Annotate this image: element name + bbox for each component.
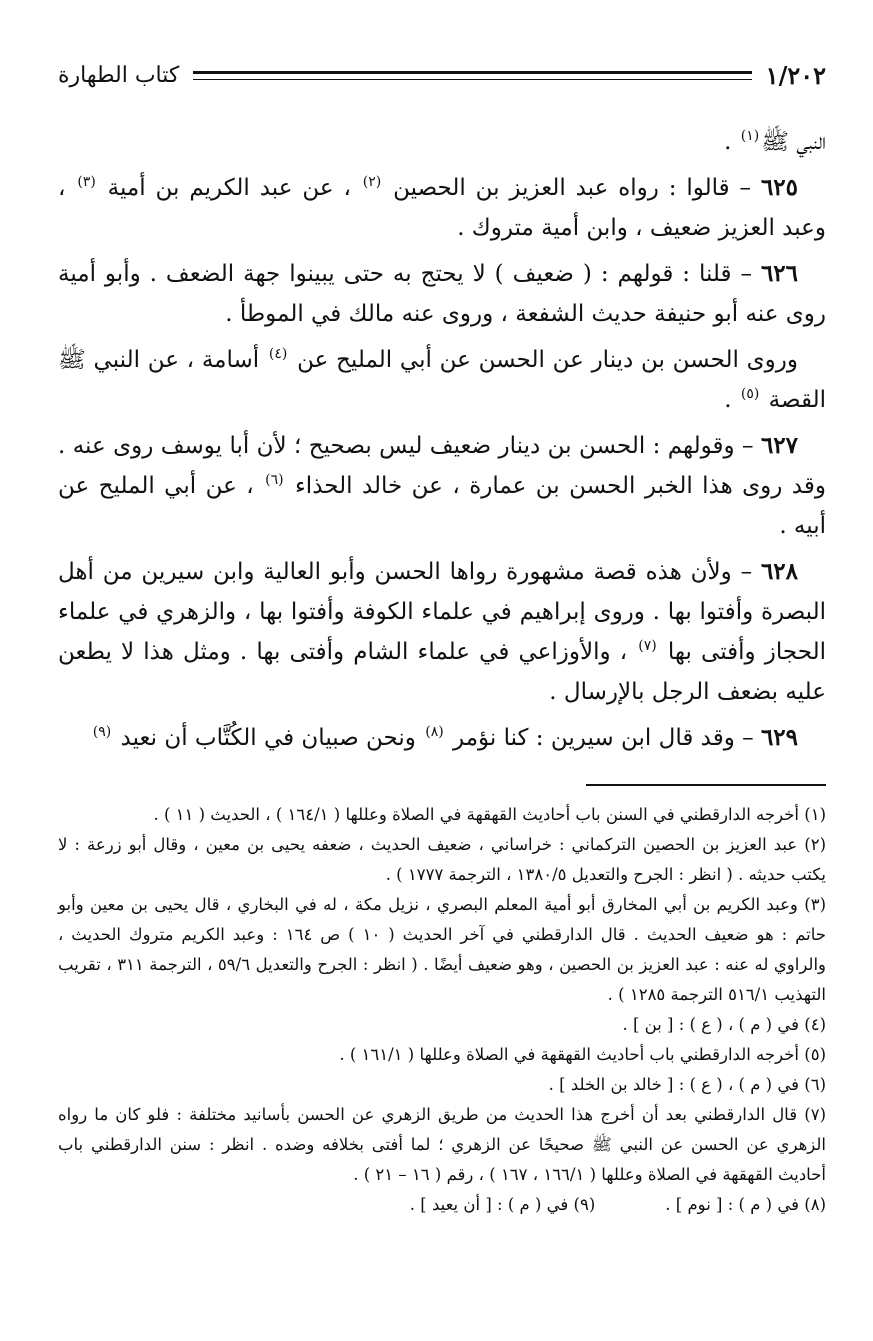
footnote-marker: (٩): [92, 724, 112, 741]
footnote-marker: (٣): [77, 174, 96, 191]
text-segment: ، عن عبد الكريم بن أمية: [97, 175, 361, 201]
footnote: (٥) أخرجه الدارقطني باب أحاديث القهقهة في الصلاة وعللها ( ١٦١/١ ) .: [339, 1045, 826, 1064]
text-segment: .: [724, 129, 739, 155]
text-segment: ، عن أبي المليح عن أبيه .: [58, 473, 826, 539]
book-title: كتاب الطهارة: [58, 62, 180, 88]
text-segment: – وقد قال ابن سيرين : كنا نؤمر: [445, 725, 761, 751]
paragraph: [58, 254, 826, 334]
footnote: (٨) في ( م ) : [ نوم ] .: [665, 1195, 826, 1214]
text-segment: .: [724, 387, 739, 413]
footnotes: [58, 800, 826, 1220]
text-segment: – قلنا : قولهم : ( ضعيف ) لا يحتج به حتى يبينوا جهة الضعف . وأبو أمية روى عنه أبو حنيفة حديث الشفعة ، وروى عنه مالك في الموطأ .: [58, 261, 826, 327]
footnote: (٢) عبد العزيز بن الحصين التركماني : خراساني ، ضعيف الحديث ، ضعفه يحيى بن معين ، وقال أبو زرعة : لا يكتب حديثه . ( انظر : الجرح والتعديل ١٣٨٠/٥ ، الترجمة ١٧٧٧ ) .: [58, 835, 826, 884]
footnote-marker: (٨): [425, 724, 444, 741]
footnote-marker: (٤): [268, 346, 288, 363]
header-rule: [193, 71, 751, 80]
text-segment: – وقولهم : الحسن بن دينار ضعيف ليس بصحيح ؛ لأن أبا يوسف روى عنه . وقد روى هذا الخبر الحسن بن عمارة ، عن خالد الحذاء: [58, 433, 826, 499]
paragraph-number: ٦٢٧: [760, 432, 798, 459]
footnote-marker: (٢): [362, 174, 382, 191]
footnote: (١) أخرجه الدارقطني في السنن باب أحاديث القهقهة في الصلاة وعللها ( ١٦٤/١ ) ، الحديث ( ١١ ) .: [153, 805, 826, 824]
text-segment: – قالوا : رواه عبد العزيز بن الحصين: [383, 175, 761, 201]
paragraph-number: ٦٢٨: [760, 558, 798, 585]
paragraph: [58, 718, 826, 758]
paragraph: [58, 168, 826, 248]
footnote: (٧) قال الدارقطني بعد أن أخرج هذا الحديث من طريق الزهري عن الحسن بأسانيد مختلفة : فلو كان ما رواه الزهري عن الحسن عن النبي ﷺ صحيحًا عن الزهري ؛ لما أفتى بخلافه وضده . انظر : سنن الدارقطني باب أحاديث القهقهة في الصلاة وعللها ( ١٦٦/١ ، ١٦٧ ) ، رقم ( ١٦ – ٢١ ) .: [58, 1105, 826, 1184]
footnote: (٩) في ( م ) : [ أن يعيد ] .: [409, 1195, 596, 1214]
paragraph: [58, 122, 826, 162]
paragraph-number: ٦٢٦: [760, 260, 798, 287]
running-header: [58, 58, 826, 92]
paragraph-number: ٦٢٥: [760, 174, 799, 201]
main-text: [58, 122, 826, 758]
footnote: (٣) وعبد الكريم بن أبي المخارق أبو أمية المعلم البصري ، نزيل مكة ، له في البخاري ، قال يحيى بن معين وأبو حاتم : هو ضعيف الحديث . قال الدارقطني في آخر الحديث ( ١٠ ) ص ١٦٤ : وعبد الكريم متروك الحديث ، والراوي له عنه : عبد العزيز بن الحصين ، وهو ضعيف أيضًا . ( انظر : الجرح والتعديل ٥٩/٦ ، الترجمة ٣١١ ، تقريب التهذيب ٥١٦/١ الترجمة ١٢٨٥ ) .: [58, 895, 827, 1004]
text-segment: أسامة ، عن النبي ﷺ القصة: [58, 347, 826, 413]
footnote: (٦) في ( م ) ، ( ع ) : [ خالد بن الخلد ] .: [548, 1075, 826, 1094]
paragraph: [58, 426, 826, 546]
text-segment: ، وعبد العزيز ضعيف ، وابن أمية متروك .: [58, 175, 826, 241]
paragraph: [58, 340, 826, 420]
text-segment: ونحن صبيان في الكُتَّاب أن نعيد: [113, 725, 424, 751]
footnote-marker: (٥): [740, 386, 760, 403]
text-segment: ، والأوزاعي في علماء الشام وأفتى بها . ومثل هذا لا يطعن عليه بضعف الرجل بالإرسال .: [58, 639, 826, 705]
footnote-row: [58, 1190, 826, 1220]
page-number: ١/٢٠٢: [765, 60, 826, 90]
footnote-marker: (٧): [638, 638, 657, 655]
footnote-separator: [586, 784, 826, 786]
paragraph-number: ٦٢٩: [760, 724, 798, 751]
footnote: (٤) في ( م ) ، ( ع ) : [ بن ] .: [622, 1015, 826, 1034]
page: [58, 58, 826, 1220]
text-segment: النبي ﷺ: [761, 129, 826, 155]
text-segment: – ولأن هذه قصة مشهورة رواها الحسن وأبو العالية وابن سيرين من أهل البصرة وأفتوا بها . وروى إبراهيم في علماء الكوفة وأفتوا بها ، والزهري في علماء الحجاز وأفتى بها: [58, 559, 826, 665]
footnote-marker: (١): [740, 128, 760, 145]
footnote-marker: (٦): [265, 472, 284, 489]
text-segment: وروى الحسن بن دينار عن الحسن عن أبي المليح عن: [289, 347, 798, 373]
paragraph: [58, 552, 826, 712]
